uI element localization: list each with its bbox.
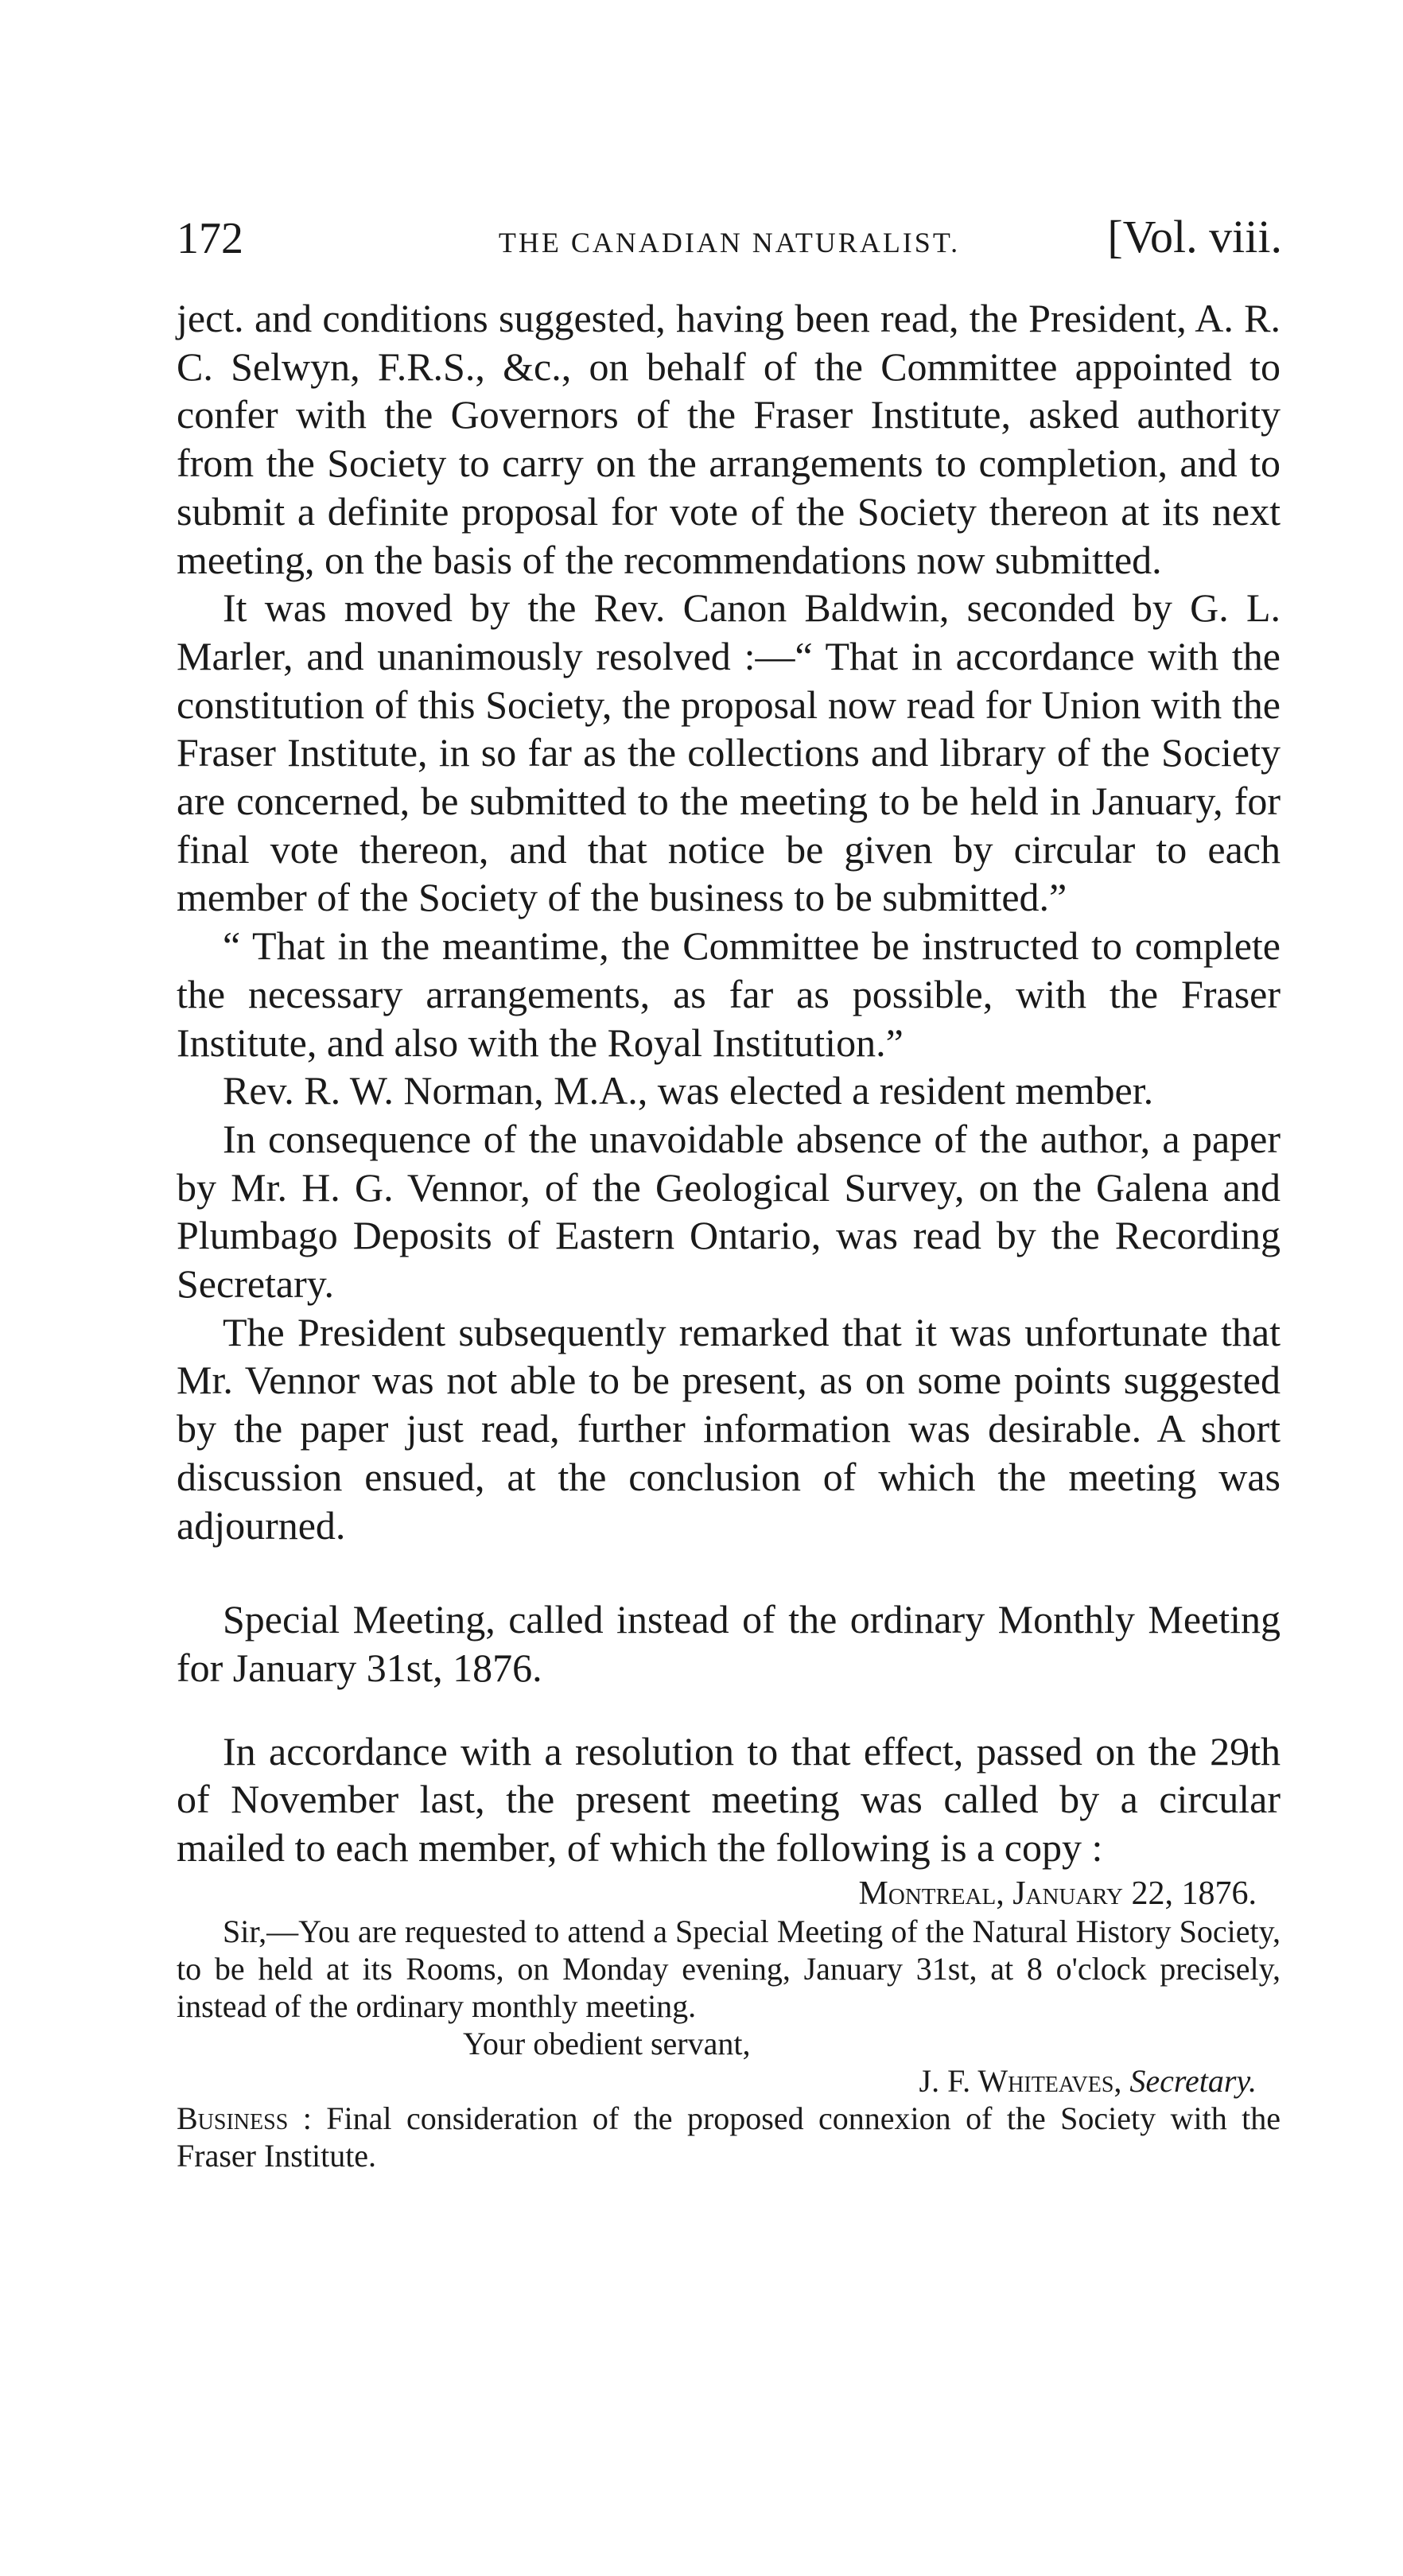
letter-closing: Your obedient servant, <box>463 2025 751 2061</box>
running-header <box>177 208 1282 280</box>
letter-dateline: Montreal, January 22, 1876. <box>858 1875 1257 1912</box>
paragraph: ject. and conditions suggested, having been read, the President, A. R. C. Selwyn, F.R.S., &c., on behalf of the Committee appointed to confer with the Governors of the Fraser Institute, asked authority from the Society to carry on the arrangements to completion, and to submit a definite proposal for vote of the Society thereon at its next meeting, on the basis of the recommendations now submitted. <box>177 296 1281 582</box>
letter-signature <box>177 2062 1281 2100</box>
paragraph: Rev. R. W. Norman, M.A., was elected a resident member. <box>223 1068 1154 1113</box>
page-number: 172 <box>177 214 243 263</box>
business-text: Final consideration of the proposed connexion of the Society with the Fraser Institute. <box>177 2100 1281 2174</box>
running-head-title: THE CANADIAN NATURALIST. <box>498 227 961 258</box>
signature-title: Secretary. <box>1129 2062 1257 2099</box>
business-note <box>177 2100 1281 2174</box>
business-label: Business : <box>177 2100 312 2136</box>
signature-name: J. F. Whiteaves, <box>919 2062 1122 2099</box>
circular-letter <box>177 1875 1281 2174</box>
paragraph: The President subsequently remarked that it was unfortunate that Mr. Vennor was not able to be present, as on some points suggested by the paper just read, further information was desirable. A short discussion ensued, at the conclusion of which the meeting was adjourned. <box>177 1309 1281 1548</box>
paragraph: It was moved by the Rev. Canon Baldwin, seconded by G. L. Marler, and unanimously resolved :—“ That in accordance with the constitution of this Society, the proposal now read for Union with the Fraser Institute, in so far as the collections and library of the Society are concerned, be submitted to the meeting to be held in January, for final vote thereon, and that notice be given by circular to each member of the Society of the business to be submitted.” <box>177 585 1281 920</box>
letter-body: Sir,—You are requested to attend a Special Meeting of the Natural History Society, to be held at its Rooms, on Monday evening, January 31st, at 8 o'clock precisely, instead of the ordinary monthly meeting. <box>177 1913 1281 2024</box>
body-text <box>177 294 1281 2174</box>
special-meeting-heading: Special Meeting, called instead of the ordinary Monthly Meeting for January 31st, 1876. <box>177 1597 1281 1690</box>
paragraph: In consequence of the unavoidable absence of the author, a paper by Mr. H. G. Vennor, of the Geological Survey, on the Galena and Plumbago Deposits of Eastern Ontario, was read by the Recording Secretary. <box>177 1116 1281 1307</box>
paragraph: “ That in the meantime, the Committee be instructed to complete the necessary arrangements, as far as possible, with the Fraser Institute, and also with the Royal Institution.” <box>177 923 1281 1065</box>
paragraph: In accordance with a resolution to that effect, passed on the 29th of November last, the present meeting was called by a circular mailed to each member, of which the following is a copy : <box>177 1728 1281 1871</box>
volume-label: [Vol. viii. <box>1107 211 1282 262</box>
